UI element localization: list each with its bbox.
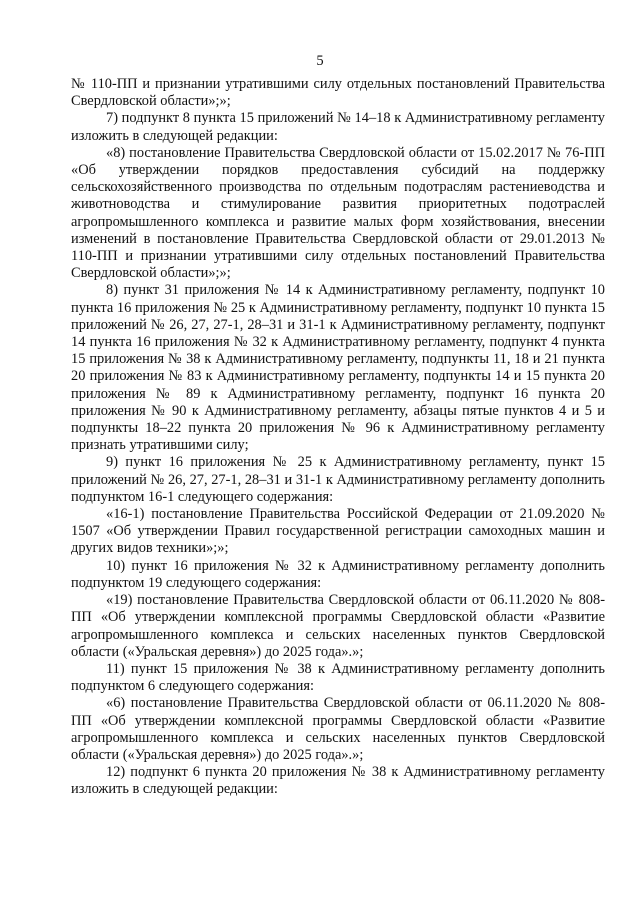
paragraph: 10) пункт 16 приложения № 32 к Административному регламенту дополнить подпунктом 19 следующего содержания:	[71, 557, 605, 591]
document-body	[71, 76, 605, 799]
paragraph: 7) подпункт 8 пункта 15 приложений № 14–18 к Административному регламенту изложить в следующей редакции:	[71, 110, 605, 144]
paragraph: № 110-ПП и признании утратившими силу отдельных постановлений Правительства Свердловской области»;»;	[71, 76, 605, 110]
paragraph: 11) пункт 15 приложения № 38 к Административному регламенту дополнить подпунктом 6 следующего содержания:	[71, 660, 605, 695]
paragraph: 12) подпункт 6 пункта 20 приложения № 38 к Административному регламенту изложить в следующей редакции:	[71, 764, 605, 798]
paragraph: «16-1) постановление Правительства Российской Федерации от 21.09.2020 № 1507 «Об утверждении Правил государственной регистрации самоходных машин и других видов техники»;»;	[71, 506, 605, 557]
paragraph: «8) постановление Правительства Свердловской области от 15.02.2017 № 76-ПП «Об утверждении порядков предоставления субсидий на поддержку сельскохозяйственного производства по отдельным подотраслям растениеводства и животноводства и стимулирование развития приоритетных подотраслей агропромышленного комплекса и развитие малых форм хозяйствования, внесении изменений в постановление Правительства Свердловской области от 29.01.2013 № 110-ПП и признании утратившими силу отдельных постановлений Правительства Свердловской области»;»;	[71, 144, 605, 282]
paragraph: 9) пункт 16 приложения № 25 к Административному регламенту, пункт 15 приложений № 26, 27, 27-1, 28–31 и 31-1 к Административному регламенту дополнить подпунктом 16-1 следующего содержания:	[71, 454, 605, 505]
paragraph: «6) постановление Правительства Свердловской области от 06.11.2020 № 808-ПП «Об утверждении комплексной программы Свердловской области «Развитие агропромышленного комплекса и сельских населенных пунктов Свердловской области («Уральская деревня») до 2025 года».»;	[71, 695, 605, 763]
page-number: 5	[316, 53, 324, 69]
paragraph: «19) постановление Правительства Свердловской области от 06.11.2020 № 808-ПП «Об утверждении комплексной программы Свердловской области «Развитие агропромышленного комплекса и сельских населенных пунктов Свердловской области («Уральская деревня») до 2025 года».»;	[71, 592, 605, 660]
paragraph: 8) пункт 31 приложения № 14 к Административному регламенту, подпункт 10 пункта 16 приложения № 25 к Административному регламенту, подпункт 10 пункта 15 приложений № 26, 27, 27-1, 28–31 и 31-1 к Административному регламенту, подпункт 14 пункта 16 приложения № 32 к Административному регламенту, подпункт 4 пункта 15 приложения № 38 к Административному регламенту, подпункты 11, 18 и 21 пункта 20 приложения № 83 к Административному регламенту, подпункты 14 и 15 пункта 20 приложения № 89 к Административному регламенту, подпункт 16 пункта 20 приложения № 90 к Административному регламенту, абзацы пятые пунктов 4 и 5 и подпункты 18–22 пункта 20 приложения № 96 к Административному регламенту признать утратившими силу;	[71, 282, 605, 454]
